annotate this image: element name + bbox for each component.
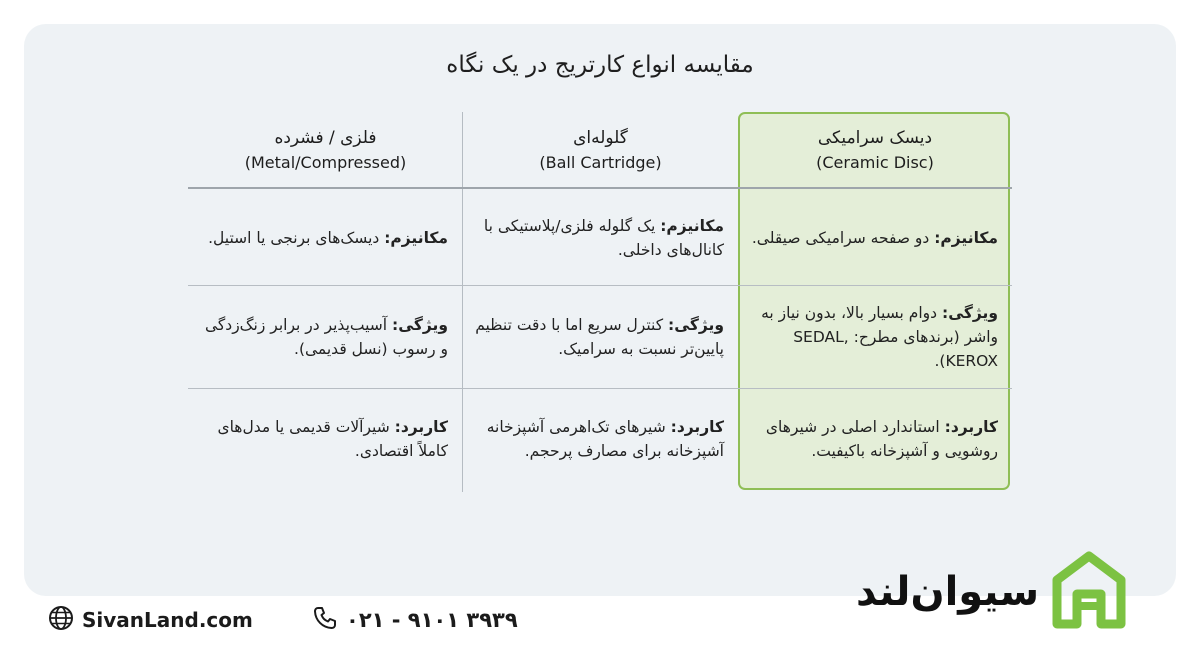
cell-label: کاربرد: <box>944 418 998 436</box>
column-header-en: (Ceramic Disc) <box>816 153 934 172</box>
table-cell <box>198 190 448 285</box>
table-cell <box>474 286 724 388</box>
table-cell <box>474 389 724 489</box>
footer-phone[interactable] <box>312 604 518 636</box>
column-header-en: (Ball Cartridge) <box>539 153 662 172</box>
cell-label: ویژگی: <box>668 316 724 334</box>
cell-text: دو صفحه سرامیکی صیقلی. <box>751 228 935 247</box>
cell-label: ویژگی: <box>942 304 998 322</box>
cell-label: مکانیزم: <box>660 216 724 235</box>
website-text: SivanLand.com <box>82 608 253 632</box>
cell-text: یک گلوله فلزی/پلاستیکی با کانال‌های داخلی. <box>483 216 724 259</box>
house-logo-icon <box>1049 550 1129 634</box>
cell-text: دیسک‌های برنجی یا استیل. <box>208 228 385 247</box>
cell-text: استاندارد اصلی در شیرهای روشویی و آشپزخانه باکیفیت. <box>765 418 998 460</box>
table-cell <box>748 389 998 489</box>
cell-text: دوام بسیار بالا، بدون نیاز به واشر (برندهای مطرح: SEDAL, KEROX). <box>761 304 998 370</box>
cell-text: شیرهای تک‌اهرمی آشپزخانه آشپزخانه برای مصارف پرحجم. <box>486 418 724 460</box>
cell-label: مکانیزم: <box>934 228 998 247</box>
phone-icon <box>312 605 338 636</box>
page-title: مقایسه انواع کارتریج در یک نگاه <box>446 52 754 78</box>
footer-website[interactable] <box>48 604 253 636</box>
phone-text: ۰۲۱ - ۹۱۰۱ ۳۹۳۹ <box>346 608 518 632</box>
column-header-ball <box>463 112 738 188</box>
brand-logo <box>856 552 1156 632</box>
logo-text: سیوان‌لند <box>856 569 1040 615</box>
cell-label: ویژگی: <box>392 316 448 334</box>
table-cell <box>474 190 724 285</box>
table-cell <box>198 286 448 388</box>
column-header-fa: گلوله‌ای <box>573 128 628 148</box>
column-header-ceramic <box>738 112 1012 188</box>
table-cell <box>748 286 998 388</box>
column-header-en: (Metal/Compressed) <box>244 153 407 172</box>
cell-label: کاربرد: <box>670 418 724 436</box>
column-header-metal <box>188 112 463 188</box>
cell-text: شیرآلات قدیمی یا مدل‌های کاملاً اقتصادی. <box>217 418 448 460</box>
table-cell <box>748 190 998 285</box>
cell-text: آسیب‌پذیر در برابر زنگ‌زدگی و رسوب (نسل قدیمی). <box>205 316 448 358</box>
cell-label: کاربرد: <box>394 418 448 436</box>
column-header-fa: فلزی / فشرده <box>274 128 377 148</box>
column-header-fa: دیسک سرامیکی <box>817 128 933 148</box>
cell-text: کنترل سریع اما با دقت تنظیم پایین‌تر نسبت به سرامیک. <box>475 316 724 358</box>
globe-icon <box>48 605 74 636</box>
table-cell <box>198 389 448 489</box>
cell-label: مکانیزم: <box>384 228 448 247</box>
